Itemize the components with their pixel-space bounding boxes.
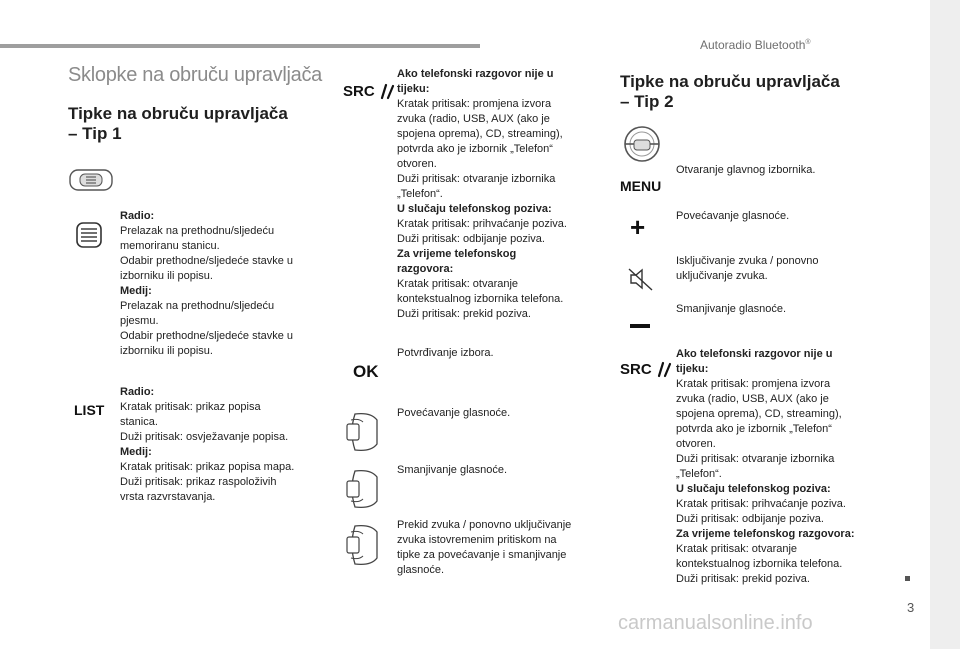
bold-text-line: U slučaju telefonskog poziva:: [397, 203, 552, 215]
text-line: kontekstualnog izbornika telefona.: [397, 293, 564, 305]
text-line: spojena oprema), CD, streaming),: [676, 408, 842, 420]
text-line: kontekstualnog izbornika telefona.: [676, 558, 843, 570]
volume-down-thumbwheel-icon: [345, 467, 381, 511]
bold-text-line: Medij:: [120, 285, 152, 297]
section-title: Sklopke na obruču upravljača: [68, 64, 322, 86]
text-line: stanica.: [120, 416, 158, 428]
text-line: Kratak pritisak: promjena izvora: [676, 378, 831, 390]
page-marker: [905, 576, 910, 581]
bold-text-line: Ako telefonski razgovor nije u: [397, 68, 554, 80]
type2-heading: Tipke na obruču upravljača – Tip 2: [620, 72, 840, 111]
text-line: Kratak pritisak: otvaranje: [676, 543, 798, 555]
running-header: Autoradio Bluetooth®: [700, 38, 811, 52]
bold-text-line: Za vrijeme telefonskog: [397, 248, 517, 260]
src-description-type2: [676, 347, 876, 587]
menu-button-label: MENU: [620, 178, 662, 194]
src-phone-button-icon: SRC: [343, 82, 396, 100]
page-edge-strip: [930, 0, 960, 649]
text-line: Kratak pritisak: prihvaćanje poziva.: [676, 498, 846, 510]
minus-button-icon: [630, 324, 650, 328]
steering-wheel-icon: [620, 124, 664, 164]
src-phone-button-icon-type2: SRC: [620, 360, 673, 378]
mute-speaker-icon: [626, 266, 656, 292]
bold-text-line: Medij:: [120, 446, 152, 458]
bold-text-line: razgovora:: [397, 263, 454, 275]
volume-down-description: Smanjivanje glasnoće.: [397, 464, 508, 476]
volume-up-thumbwheel-icon: [345, 410, 381, 454]
text-line: Kratak pritisak: prikaz popisa: [120, 401, 261, 413]
text-line: Duži pritisak: odbijanje poziva.: [676, 513, 824, 525]
text-line: „Telefon“.: [397, 188, 443, 200]
mute-toggle-description: Isključivanje zvuka / ponovno uključivanje zvuka.: [676, 255, 819, 282]
watermark: carmanualsonline.info: [618, 612, 813, 634]
text-line: Duži pritisak: otvaranje izbornika: [676, 453, 835, 465]
text-line: Duži pritisak: osvježavanje popisa.: [120, 431, 289, 443]
text-line: memoriranu stanicu.: [120, 240, 220, 252]
thumbwheel-icon: [75, 222, 103, 248]
text-line: zvuka (radio, USB, AUX (ako je: [397, 113, 550, 125]
text-line: Duži pritisak: prekid poziva.: [397, 308, 531, 320]
mute-thumbwheel-icon: [345, 522, 381, 568]
text-line: Duži pritisak: prekid poziva.: [676, 573, 810, 585]
text-line: pjesmu.: [120, 315, 159, 327]
bold-text-line: Radio:: [120, 386, 155, 398]
bold-text-line: tijeku:: [676, 363, 709, 375]
bold-text-line: Ako telefonski razgovor nije u: [676, 348, 833, 360]
text-line: Prelazak na prethodnu/sljedeću: [120, 300, 275, 312]
mute-description: Prekid zvuka / ponovno uključivanje zvuka istovremenim pritiskom na tipke za povećavanje i smanjivanje glasnoće.: [397, 519, 572, 576]
steering-control-icon: [68, 166, 114, 194]
list-button-label: LIST: [74, 402, 105, 418]
bold-text-line: U slučaju telefonskog poziva:: [676, 483, 831, 495]
text-line: Odabir prethodne/sljedeće stavke u: [120, 255, 294, 267]
bold-text-line: Radio:: [120, 210, 155, 222]
plus-description: Povećavanje glasnoće.: [676, 210, 790, 222]
text-line: Kratak pritisak: promjena izvora: [397, 98, 552, 110]
minus-description: Smanjivanje glasnoće.: [676, 303, 787, 315]
text-line: Kratak pritisak: prikaz popisa mapa.: [120, 461, 295, 473]
text-line: Duži pritisak: prikaz raspoloživih: [120, 476, 277, 488]
text-line: Kratak pritisak: otvaranje: [397, 278, 519, 290]
menu-description: Otvaranje glavnog izbornika.: [676, 164, 816, 176]
text-line: zvuka (radio, USB, AUX (ako je: [676, 393, 829, 405]
page-number: 3: [907, 600, 915, 615]
ok-description: Potvrđivanje izbora.: [397, 347, 494, 359]
text-line: Duži pritisak: odbijanje poziva.: [397, 233, 545, 245]
text-line: vrsta razvrstavanja.: [120, 491, 216, 503]
text-line: potvrda ako je izbornik „Telefon“: [397, 143, 553, 155]
bold-text-line: Za vrijeme telefonskog razgovora:: [676, 528, 855, 540]
type1-heading: Tipke na obruču upravljača – Tip 1: [68, 104, 288, 143]
text-line: otvoren.: [397, 158, 437, 170]
radio-media-description: [120, 209, 330, 359]
text-line: Prelazak na prethodnu/sljedeću: [120, 225, 275, 237]
bold-text-line: tijeku:: [397, 83, 430, 95]
text-line: potvrda ako je izbornik „Telefon“: [676, 423, 832, 435]
text-line: Kratak pritisak: prihvaćanje poziva.: [397, 218, 567, 230]
text-line: izborniku ili popisu.: [120, 345, 213, 357]
text-line: Odabir prethodne/sljedeće stavke u: [120, 330, 294, 342]
text-line: otvoren.: [676, 438, 716, 450]
ok-button-label: OK: [353, 362, 379, 381]
text-line: izborniku ili popisu.: [120, 270, 213, 282]
plus-button-label: +: [630, 212, 646, 242]
src-description: [397, 67, 592, 322]
header-rule: [0, 44, 480, 48]
text-line: Duži pritisak: otvaranje izbornika: [397, 173, 556, 185]
text-line: spojena oprema), CD, streaming),: [397, 128, 563, 140]
text-line: „Telefon“.: [676, 468, 722, 480]
volume-up-description: Povećavanje glasnoće.: [397, 407, 511, 419]
list-description: [120, 385, 330, 505]
